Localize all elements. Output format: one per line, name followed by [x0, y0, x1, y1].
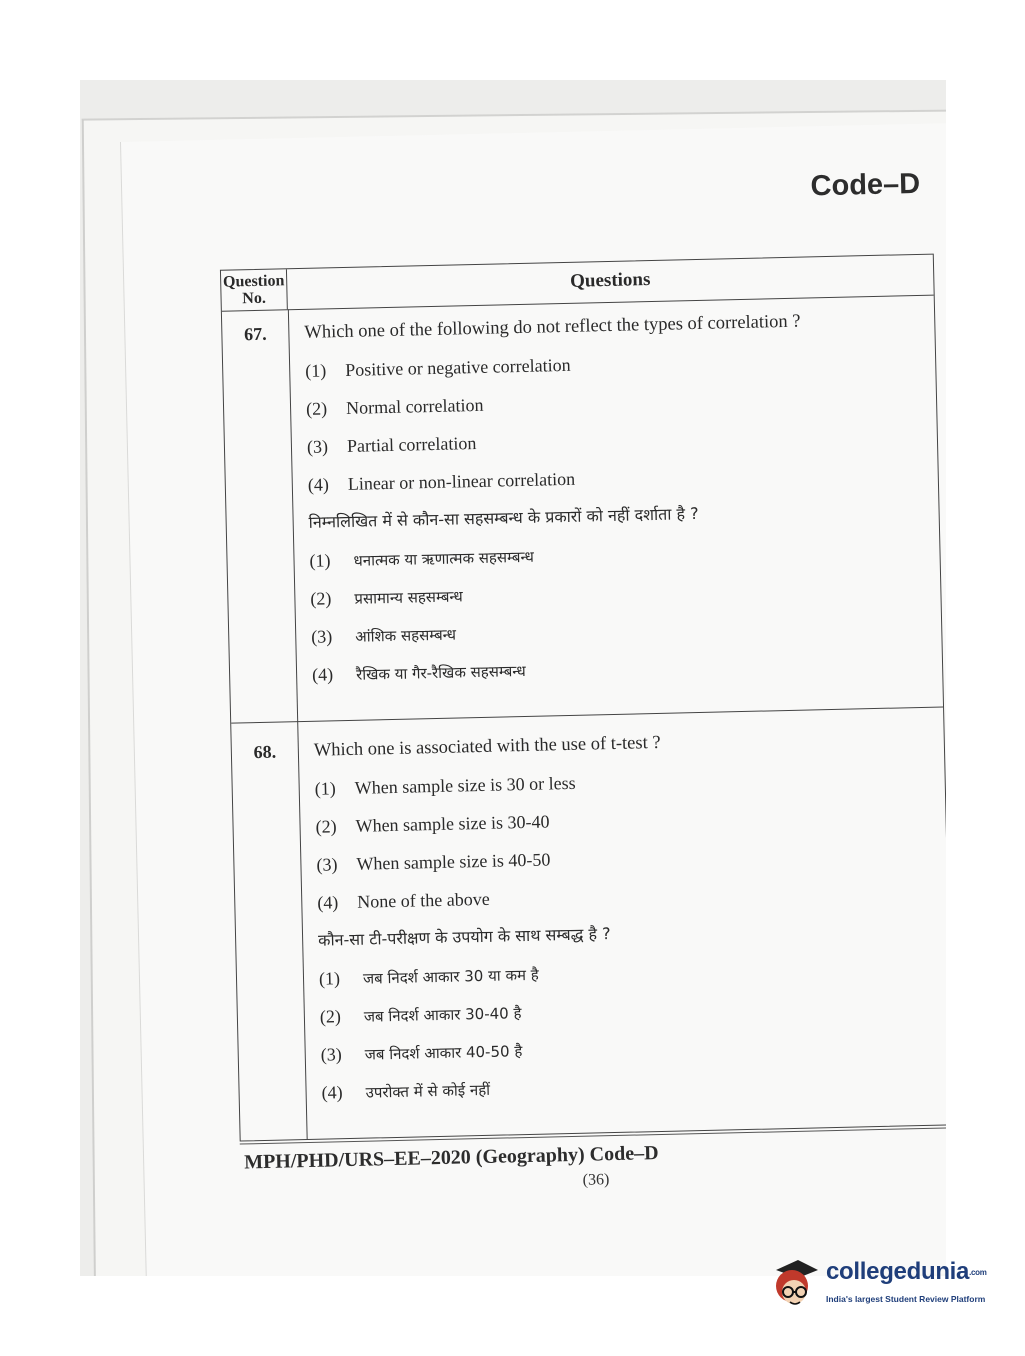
option-text: जब निदर्श आकार 30 या कम है	[362, 965, 539, 988]
option-text: Normal correlation	[345, 394, 484, 418]
option-number: (4)	[321, 1082, 343, 1103]
question-67	[304, 307, 932, 701]
paper-code: Code–D	[810, 167, 921, 203]
option-text: धनात्मक या ऋणात्मक सहसम्बन्ध	[353, 547, 535, 570]
question-text-english: Which one of the following do not reflect the types of correlation ?	[304, 311, 801, 343]
exam-footer: MPH/PHD/URS–EE–2020 (Geography) Code–D	[243, 1142, 659, 1174]
question-number: 68.	[253, 741, 277, 763]
question-paper-page	[120, 122, 946, 1276]
option-text: जब निदर्श आकार 30-40 है	[363, 1004, 522, 1026]
question-text-hindi: निम्नलिखित में से कौन-सा सहसम्बन्ध के प्रकारों को नहीं दर्शाता है ?	[308, 503, 699, 532]
question-text-english: Which one is associated with the use of t-test ?	[313, 732, 661, 761]
option-number: (2)	[319, 1006, 342, 1027]
option-text: When sample size is 40-50	[356, 849, 551, 874]
option-number: (1)	[318, 968, 341, 989]
option-number: (2)	[315, 816, 337, 837]
option-text: उपरोक्त में से कोई नहीं	[365, 1080, 491, 1102]
option-number: (3)	[306, 436, 329, 457]
option-number: (3)	[316, 854, 338, 875]
option-number: (4)	[307, 474, 330, 495]
column-divider	[288, 309, 308, 1139]
question-number: 67.	[243, 323, 267, 345]
option-number: (1)	[314, 778, 336, 799]
option-text: Positive or negative correlation	[345, 354, 571, 380]
option-text: None of the above	[357, 888, 490, 912]
student-mascot-icon	[768, 1256, 820, 1312]
page-number: (36)	[582, 1171, 610, 1189]
brand-name: collegedunia.com	[826, 1258, 987, 1285]
option-number: (1)	[305, 360, 327, 381]
question-text-hindi: कौन-सा टी-परीक्षण के उपयोग के साथ सम्बद्ध है ?	[317, 924, 611, 950]
option-text: Partial correlation	[346, 432, 477, 456]
questions-header: Questions	[569, 269, 651, 292]
option-number: (1)	[309, 550, 331, 571]
option-number: (3)	[320, 1044, 342, 1065]
table-header	[221, 255, 934, 312]
option-text: प्रसामान्य सहसम्बन्ध	[354, 587, 463, 608]
option-number: (4)	[317, 892, 339, 913]
brand-tagline: India's largest Student Review Platform	[826, 1294, 986, 1304]
option-number: (2)	[305, 398, 328, 419]
option-number: (3)	[311, 626, 333, 647]
questions-table	[220, 254, 946, 1142]
option-text: आंशिक सहसम्बन्ध	[355, 625, 457, 646]
option-text: रैखिक या गैर-रैखिक सहसम्बन्ध	[355, 661, 526, 684]
row-divider	[231, 706, 943, 723]
question-68	[314, 725, 942, 1119]
option-text: जब निदर्श आकार 40-50 है	[364, 1042, 523, 1064]
option-text: Linear or non-linear correlation	[347, 468, 576, 494]
option-text: When sample size is 30-40	[355, 811, 550, 836]
option-number: (4)	[311, 664, 334, 685]
question-no-header: Question No.	[221, 269, 288, 310]
option-number: (2)	[310, 588, 332, 609]
option-text: When sample size is 30 or less	[354, 772, 576, 798]
scanned-page	[80, 80, 946, 1276]
collegedunia-watermark	[768, 1252, 1008, 1316]
